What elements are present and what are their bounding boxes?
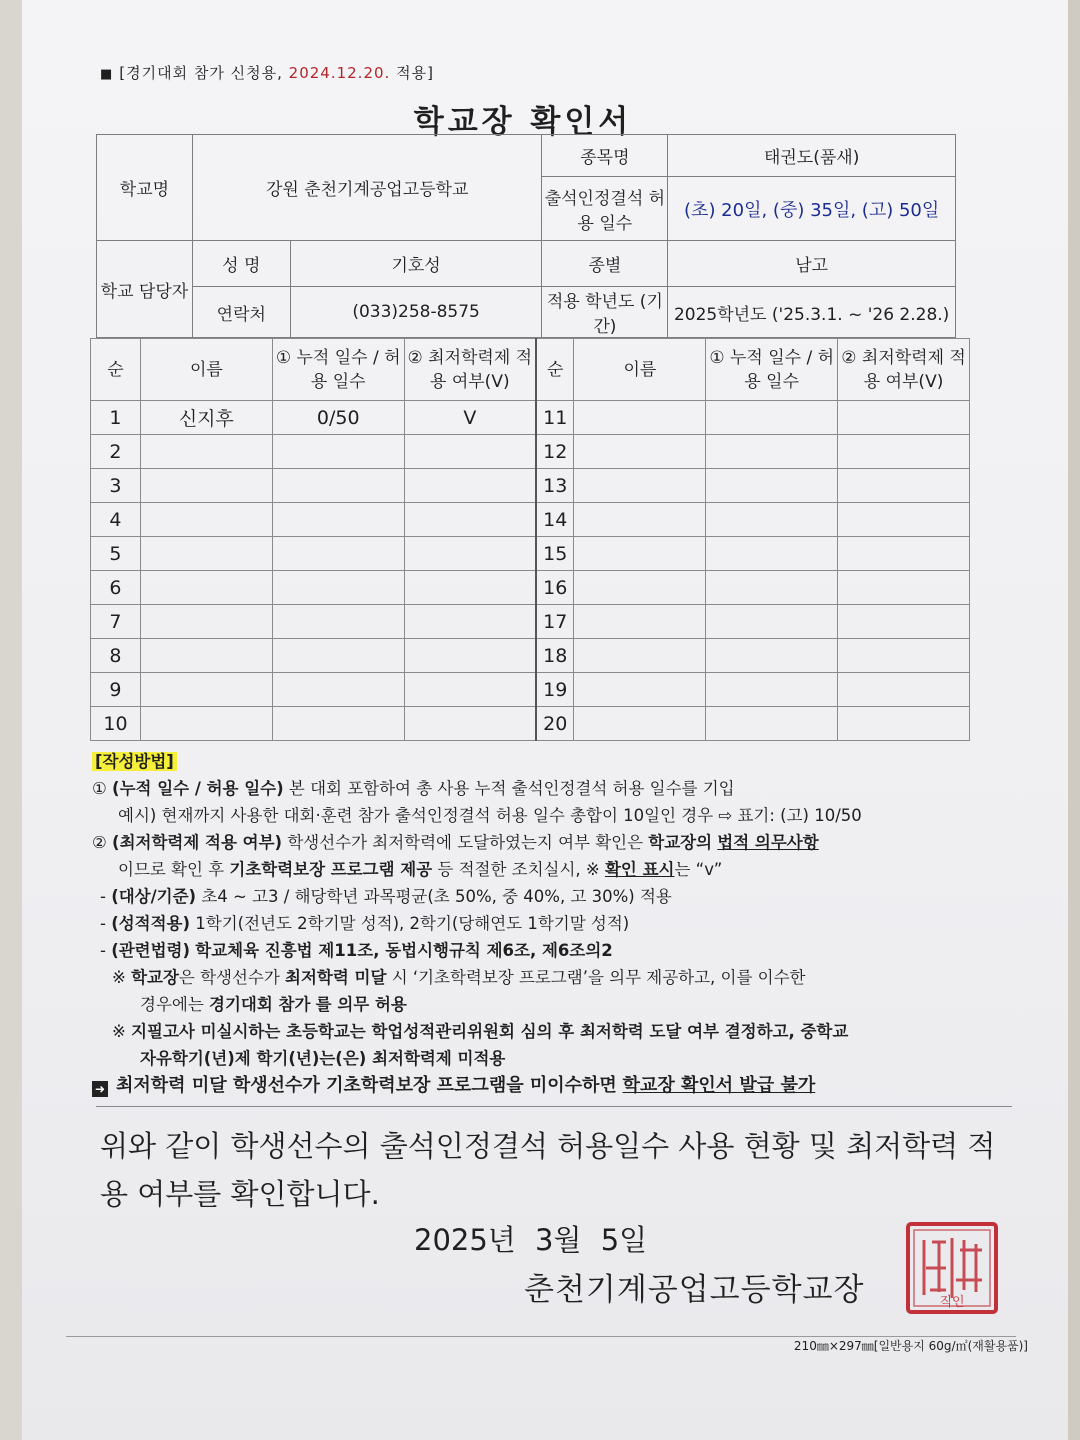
table-cell xyxy=(574,537,706,571)
table-cell xyxy=(574,469,706,503)
arrow-box-icon: ➜ xyxy=(92,1081,108,1097)
table-row xyxy=(91,435,970,469)
table-cell: 18 xyxy=(536,639,574,673)
instructions-heading: [작성방법] xyxy=(92,752,177,771)
table-cell xyxy=(404,639,536,673)
instruction-line: ① (누적 일수 / 허용 일수) 본 대회 포함하여 총 사용 누적 출석인정결석 허용 일수를 기입 xyxy=(92,779,735,798)
table-cell xyxy=(838,401,970,435)
table-cell xyxy=(140,469,272,503)
col-min-academic: ② 최저학력제 적용 여부(V) xyxy=(404,339,536,401)
table-cell: 2 xyxy=(91,435,141,469)
table-cell xyxy=(272,537,404,571)
table-cell xyxy=(404,503,536,537)
allowed-days-value: (초) 20일, (중) 35일, (고) 50일 xyxy=(668,177,956,241)
col-no: 순 xyxy=(91,339,141,401)
confirmation-text: 위와 같이 학생선수의 출석인정결석 허용일수 사용 현황 및 최저학력 적용 여부를 확인합니다. xyxy=(100,1129,996,1211)
instruction-line: - (성적적용) 1학기(전년도 2학기말 성적), 2학기(당해연도 1학기말 성적) xyxy=(100,914,630,933)
table-cell xyxy=(140,537,272,571)
allowed-days-label: 출석인정결석 허용 일수 xyxy=(542,177,668,241)
table-cell xyxy=(838,707,970,741)
instruction-line: 예시) 현재까지 사용한 대회·훈련 참가 출석인정결석 허용 일수 총합이 10일인 경우 ⇨ 표기: (고) 10/50 xyxy=(118,806,862,825)
table-cell: 8 xyxy=(91,639,141,673)
table-cell: 신지후 xyxy=(140,401,272,435)
table-row xyxy=(91,537,970,571)
table-cell xyxy=(706,571,838,605)
col-min-academic-2: ② 최저학력제 적용 여부(V) xyxy=(838,339,970,401)
table-cell xyxy=(838,503,970,537)
table-cell: 16 xyxy=(536,571,574,605)
table-cell xyxy=(706,503,838,537)
table-row xyxy=(91,503,970,537)
table-cell: 1 xyxy=(91,401,141,435)
instruction-line: 경우에는 경기대회 참가 를 의무 허용 xyxy=(140,995,407,1014)
table-cell: 7 xyxy=(91,605,141,639)
table-row xyxy=(91,469,970,503)
table-cell xyxy=(272,673,404,707)
principal-title: 춘천기계공업고등학교장 xyxy=(524,1272,865,1308)
square-bullet-icon: ■ xyxy=(100,67,114,82)
table-cell: 20 xyxy=(536,707,574,741)
col-days: ① 누적 일수 / 허용 일수 xyxy=(272,339,404,401)
table-row xyxy=(91,571,970,605)
info-table xyxy=(96,134,956,338)
table-cell xyxy=(574,401,706,435)
table-row xyxy=(91,401,970,435)
table-cell xyxy=(706,469,838,503)
document-title: 학교장 확인서 xyxy=(413,104,633,140)
table-cell xyxy=(706,673,838,707)
table-cell: 0/50 xyxy=(272,401,404,435)
official-seal xyxy=(902,1220,1002,1318)
table-cell: 12 xyxy=(536,435,574,469)
table-cell xyxy=(706,639,838,673)
table-cell xyxy=(574,435,706,469)
divider xyxy=(96,1106,1012,1107)
table-cell xyxy=(706,537,838,571)
issue-date: 2025년 3월 5일 xyxy=(414,1223,648,1257)
table-cell: 17 xyxy=(536,605,574,639)
category-value: 남고 xyxy=(668,241,956,287)
table-cell xyxy=(404,571,536,605)
final-notice: ➜ 최저학력 미달 학생선수가 기초학력보장 프로그램을 미이수하면 학교장 확인서 발급 불가 xyxy=(92,1072,1012,1099)
instruction-line: ※ 학교장은 학생선수가 최저학력 미달 시 ‘기초학력보장 프로그램’을 의무 제공하고, 이를 이수한 xyxy=(112,968,806,987)
table-cell: 11 xyxy=(536,401,574,435)
contact-label: 연락처 xyxy=(192,287,290,338)
instructions xyxy=(92,748,1012,1099)
table-cell xyxy=(706,707,838,741)
table-cell xyxy=(140,571,272,605)
table-row xyxy=(91,605,970,639)
staff-name-value: 기호성 xyxy=(290,241,542,287)
col-days-2: ① 누적 일수 / 허용 일수 xyxy=(706,339,838,401)
table-cell: 14 xyxy=(536,503,574,537)
staff-name-label: 성 명 xyxy=(192,241,290,287)
table-cell xyxy=(404,707,536,741)
table-cell: 19 xyxy=(536,673,574,707)
table-cell xyxy=(838,469,970,503)
form-note: ■ [경기대회 참가 신청용, 2024.12.20. 적용] xyxy=(100,64,434,82)
table-cell xyxy=(272,469,404,503)
school-name-value: 강원 춘천기계공업고등학교 xyxy=(192,135,542,241)
instruction-line: 이므로 확인 후 기초학력보장 프로그램 제공 등 적절한 조치실시, ※ 확인 표시는 “v” xyxy=(118,860,723,879)
table-cell xyxy=(272,503,404,537)
col-name: 이름 xyxy=(140,339,272,401)
table-cell xyxy=(574,639,706,673)
staff-label: 학교 담당자 xyxy=(97,241,193,338)
table-cell xyxy=(272,639,404,673)
table-cell: 3 xyxy=(91,469,141,503)
table-cell xyxy=(404,673,536,707)
category-label: 종별 xyxy=(542,241,668,287)
table-cell xyxy=(272,707,404,741)
table-cell xyxy=(838,639,970,673)
instruction-line: 자유학기(년)제 학기(년)는(은) 최저학력제 미적용 xyxy=(140,1049,506,1068)
table-cell xyxy=(574,707,706,741)
event-value: 태권도(품새) xyxy=(668,135,956,177)
table-cell xyxy=(272,435,404,469)
table-cell: 15 xyxy=(536,537,574,571)
table-cell xyxy=(404,435,536,469)
table-cell xyxy=(404,537,536,571)
table-cell: 5 xyxy=(91,537,141,571)
table-cell xyxy=(140,503,272,537)
col-name-2: 이름 xyxy=(574,339,706,401)
school-year-label: 적용 학년도 (기간) xyxy=(542,287,668,338)
student-table xyxy=(90,338,970,741)
table-row xyxy=(91,707,970,741)
instruction-line: ② (최저학력제 적용 여부) 학생선수가 최저학력에 도달하였는지 여부 확인은 학교장의 법적 의무사항 xyxy=(92,833,819,852)
table-cell xyxy=(838,571,970,605)
table-cell xyxy=(706,605,838,639)
table-cell: 6 xyxy=(91,571,141,605)
table-cell xyxy=(272,571,404,605)
table-cell: V xyxy=(404,401,536,435)
table-cell: 9 xyxy=(91,673,141,707)
table-cell xyxy=(706,435,838,469)
table-cell xyxy=(838,673,970,707)
school-name-label: 학교명 xyxy=(97,135,193,241)
instruction-line: - (대상/기준) 초4 ~ 고3 / 해당학년 과목평균(초 50%, 중 40%, 고 30%) 적용 xyxy=(100,887,672,906)
table-cell xyxy=(838,605,970,639)
instruction-line: - (관련법령) 학교체육 진흥법 제11조, 동법시행규칙 제6조, 제6조의2 xyxy=(100,941,613,960)
table-cell xyxy=(140,707,272,741)
table-cell xyxy=(838,435,970,469)
table-cell xyxy=(574,605,706,639)
col-no-2: 순 xyxy=(536,339,574,401)
table-cell xyxy=(574,673,706,707)
table-cell xyxy=(140,435,272,469)
table-row xyxy=(91,673,970,707)
table-cell xyxy=(404,469,536,503)
background-edge xyxy=(1068,0,1080,1440)
event-label: 종목명 xyxy=(542,135,668,177)
table-cell xyxy=(838,537,970,571)
table-cell xyxy=(140,605,272,639)
table-cell: 4 xyxy=(91,503,141,537)
table-cell xyxy=(140,639,272,673)
table-cell xyxy=(404,605,536,639)
instruction-line: ※ 지필고사 미실시하는 초등학교는 학업성적관리위원회 심의 후 최저학력 도달 여부 결정하고, 중학교 xyxy=(112,1022,849,1041)
table-cell xyxy=(140,673,272,707)
paper-spec: 210㎜×297㎜[일반용지 60g/㎡(재활용품)] xyxy=(793,1339,1028,1353)
table-cell xyxy=(272,605,404,639)
table-cell xyxy=(574,503,706,537)
contact-value: (033)258-8575 xyxy=(290,287,542,338)
table-cell xyxy=(706,401,838,435)
table-cell: 10 xyxy=(91,707,141,741)
table-cell xyxy=(574,571,706,605)
table-row xyxy=(91,639,970,673)
seal-text: 직인 xyxy=(939,1295,965,1310)
table-cell: 13 xyxy=(536,469,574,503)
school-year-value: 2025학년도 ('25.3.1. ~ '26 2.28.) xyxy=(668,287,956,338)
